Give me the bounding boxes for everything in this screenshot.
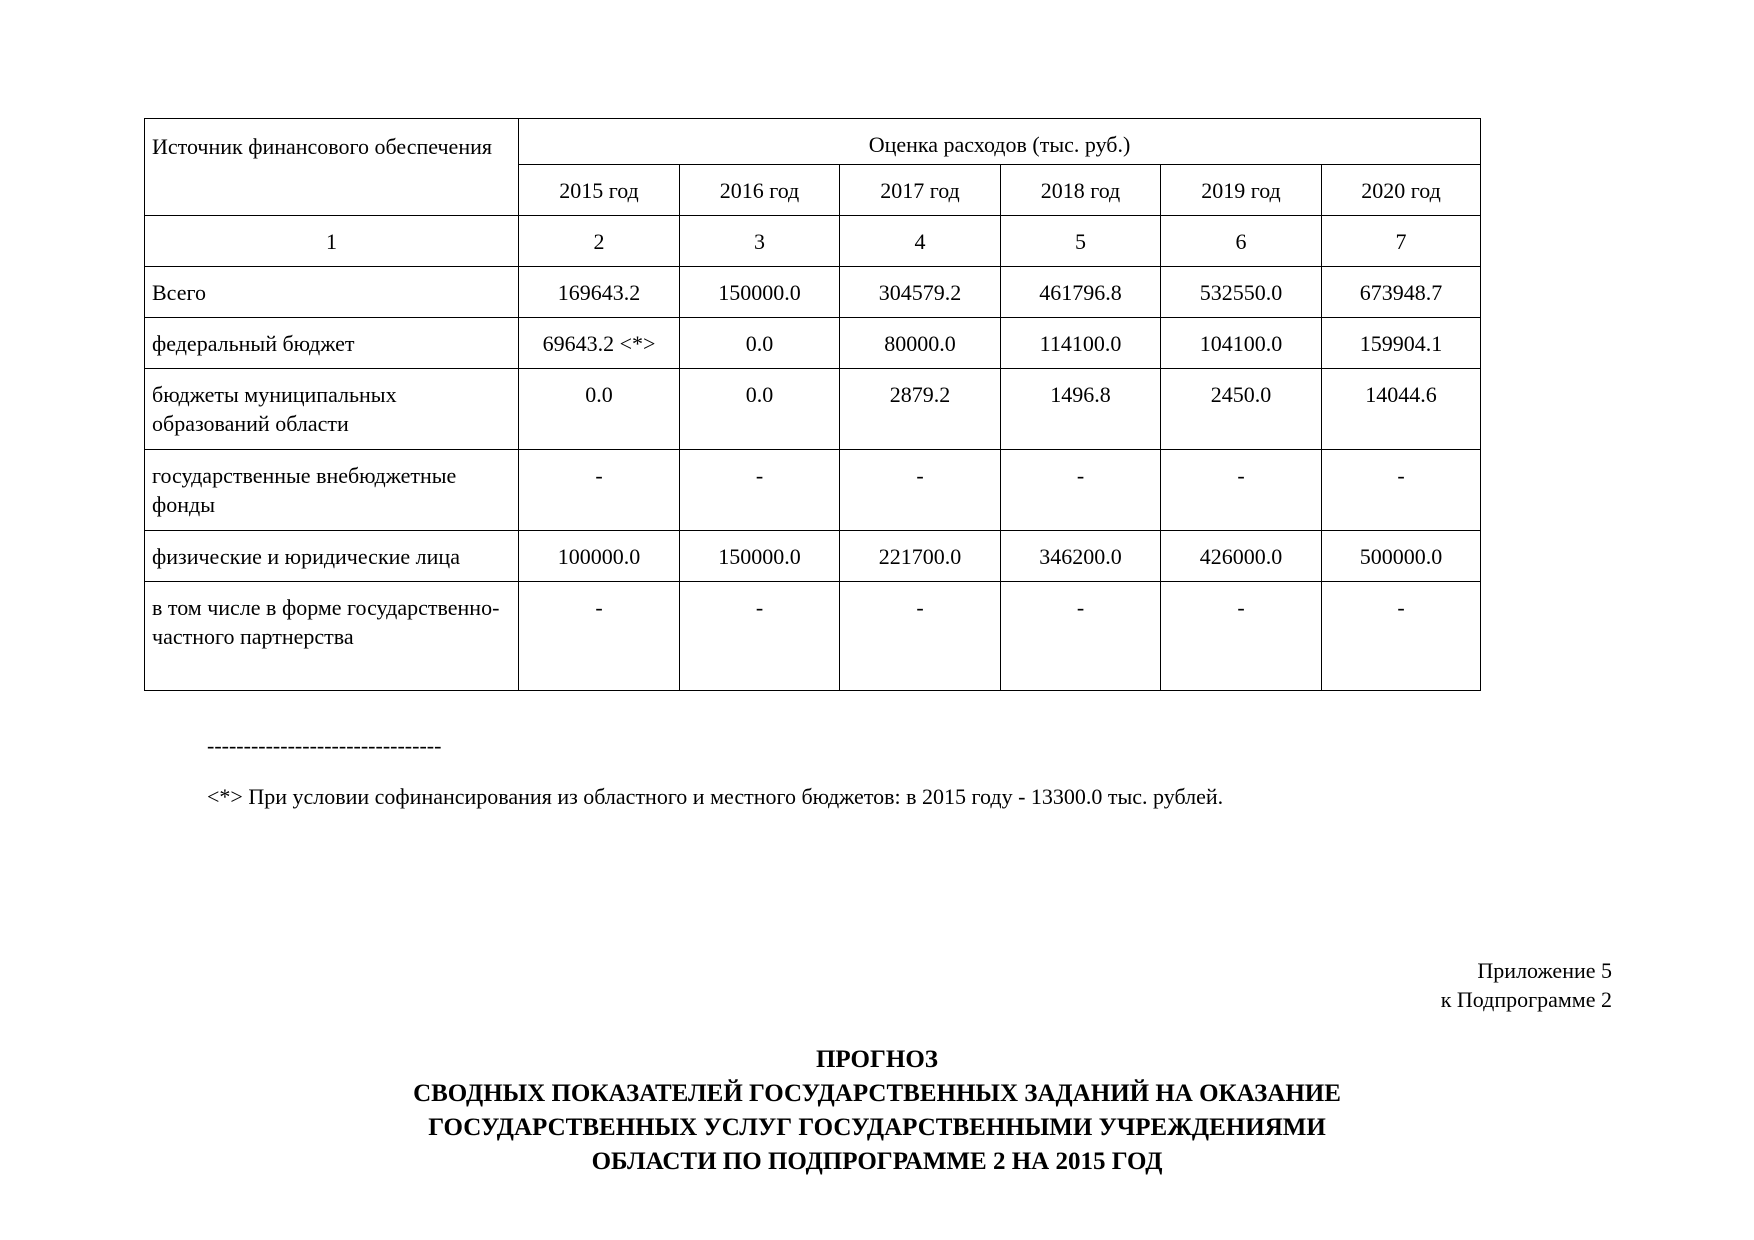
table-cell: 2879.2 [840,369,1001,450]
table-cell: 159904.1 [1322,318,1481,369]
table-cell: 0.0 [519,369,680,450]
table-cell: 0.0 [680,318,840,369]
footnote-separator: -------------------------------- [207,733,442,758]
table-cell: 461796.8 [1001,267,1161,318]
table-cell: 221700.0 [840,531,1001,582]
table-cell: - [1001,450,1161,531]
table-cell: - [840,450,1001,531]
appendix-label [1441,956,1612,1014]
table-row [145,318,1481,369]
table-cell: 304579.2 [840,267,1001,318]
table-cell: - [1001,582,1161,691]
table-cell: - [1161,450,1322,531]
table-cell: - [1161,582,1322,691]
financing-table [144,118,1481,691]
title-line-3: ГОСУДАРСТВЕННЫХ УСЛУГ ГОСУДАРСТВЕННЫМИ УЧРЕЖДЕНИЯМИ [428,1114,1326,1141]
column-numbers-row [145,216,1481,267]
table-cell: - [519,450,680,531]
year-cell: 2015 год [519,165,680,216]
column-number-cell: 6 [1161,216,1322,267]
table-cell: 104100.0 [1161,318,1322,369]
row-label-ppp: в том числе в форме государственно-частного партнерства [145,582,519,691]
table-cell: 150000.0 [680,267,840,318]
table-cell: 169643.2 [519,267,680,318]
row-label-federal: федеральный бюджет [145,318,519,369]
column-number-cell: 3 [680,216,840,267]
column-number-cell: 7 [1322,216,1481,267]
year-cell: 2020 год [1322,165,1481,216]
table-cell: 1496.8 [1001,369,1161,450]
year-cell: 2019 год [1161,165,1322,216]
table-cell: 114100.0 [1001,318,1161,369]
table-cell: 69643.2 <*> [519,318,680,369]
column-number-cell: 5 [1001,216,1161,267]
source-header-cell: Источник финансового обеспечения [145,119,519,216]
table-cell: 100000.0 [519,531,680,582]
table-row [145,531,1481,582]
table-cell: - [680,450,840,531]
table-cell: 80000.0 [840,318,1001,369]
table-cell: 346200.0 [1001,531,1161,582]
table-cell: 532550.0 [1161,267,1322,318]
title-line-1: ПРОГНОЗ [815,1046,938,1073]
table-cell: 2450.0 [1161,369,1322,450]
row-label-total: Всего [145,267,519,318]
table-cell: 150000.0 [680,531,840,582]
row-label-municipal: бюджеты муниципальных образований области [145,369,519,450]
table-row [145,582,1481,691]
appendix-line-1: Приложение 5 [1477,958,1612,983]
column-number-cell: 2 [519,216,680,267]
table-cell: - [1322,582,1481,691]
year-cell: 2017 год [840,165,1001,216]
table-cell: 500000.0 [1322,531,1481,582]
year-cell: 2016 год [680,165,840,216]
title-line-2: СВОДНЫХ ПОКАЗАТЕЛЕЙ ГОСУДАРСТВЕННЫХ ЗАДАНИЙ НА ОКАЗАНИЕ [413,1080,1341,1107]
table-cell: - [519,582,680,691]
appendix-line-2: к Подпрограмме 2 [1440,987,1612,1012]
table-row [145,369,1481,450]
table-cell: 0.0 [680,369,840,450]
column-number-cell: 1 [145,216,519,267]
row-label-individuals-legal: физические и юридические лица [145,531,519,582]
table-cell: - [1322,450,1481,531]
document-title [0,1043,1754,1179]
table-cell: 14044.6 [1322,369,1481,450]
table-cell: 673948.7 [1322,267,1481,318]
year-cell: 2018 год [1001,165,1161,216]
table-cell: - [840,582,1001,691]
table-row [145,450,1481,531]
table-cell: - [680,582,840,691]
table-cell: 426000.0 [1161,531,1322,582]
footnote-text: <*> При условии софинансирования из областного и местного бюджетов: в 2015 году - 13300.0 тыс. рублей. [207,784,1224,809]
title-line-4: ОБЛАСТИ ПО ПОДПРОГРАММЕ 2 НА 2015 ГОД [591,1148,1163,1175]
row-label-extrabudgetary: государственные внебюджетные фонды [145,450,519,531]
expenses-header-cell: Оценка расходов (тыс. руб.) [519,119,1481,165]
table-header-row [145,119,1481,165]
column-number-cell: 4 [840,216,1001,267]
table-row [145,267,1481,318]
